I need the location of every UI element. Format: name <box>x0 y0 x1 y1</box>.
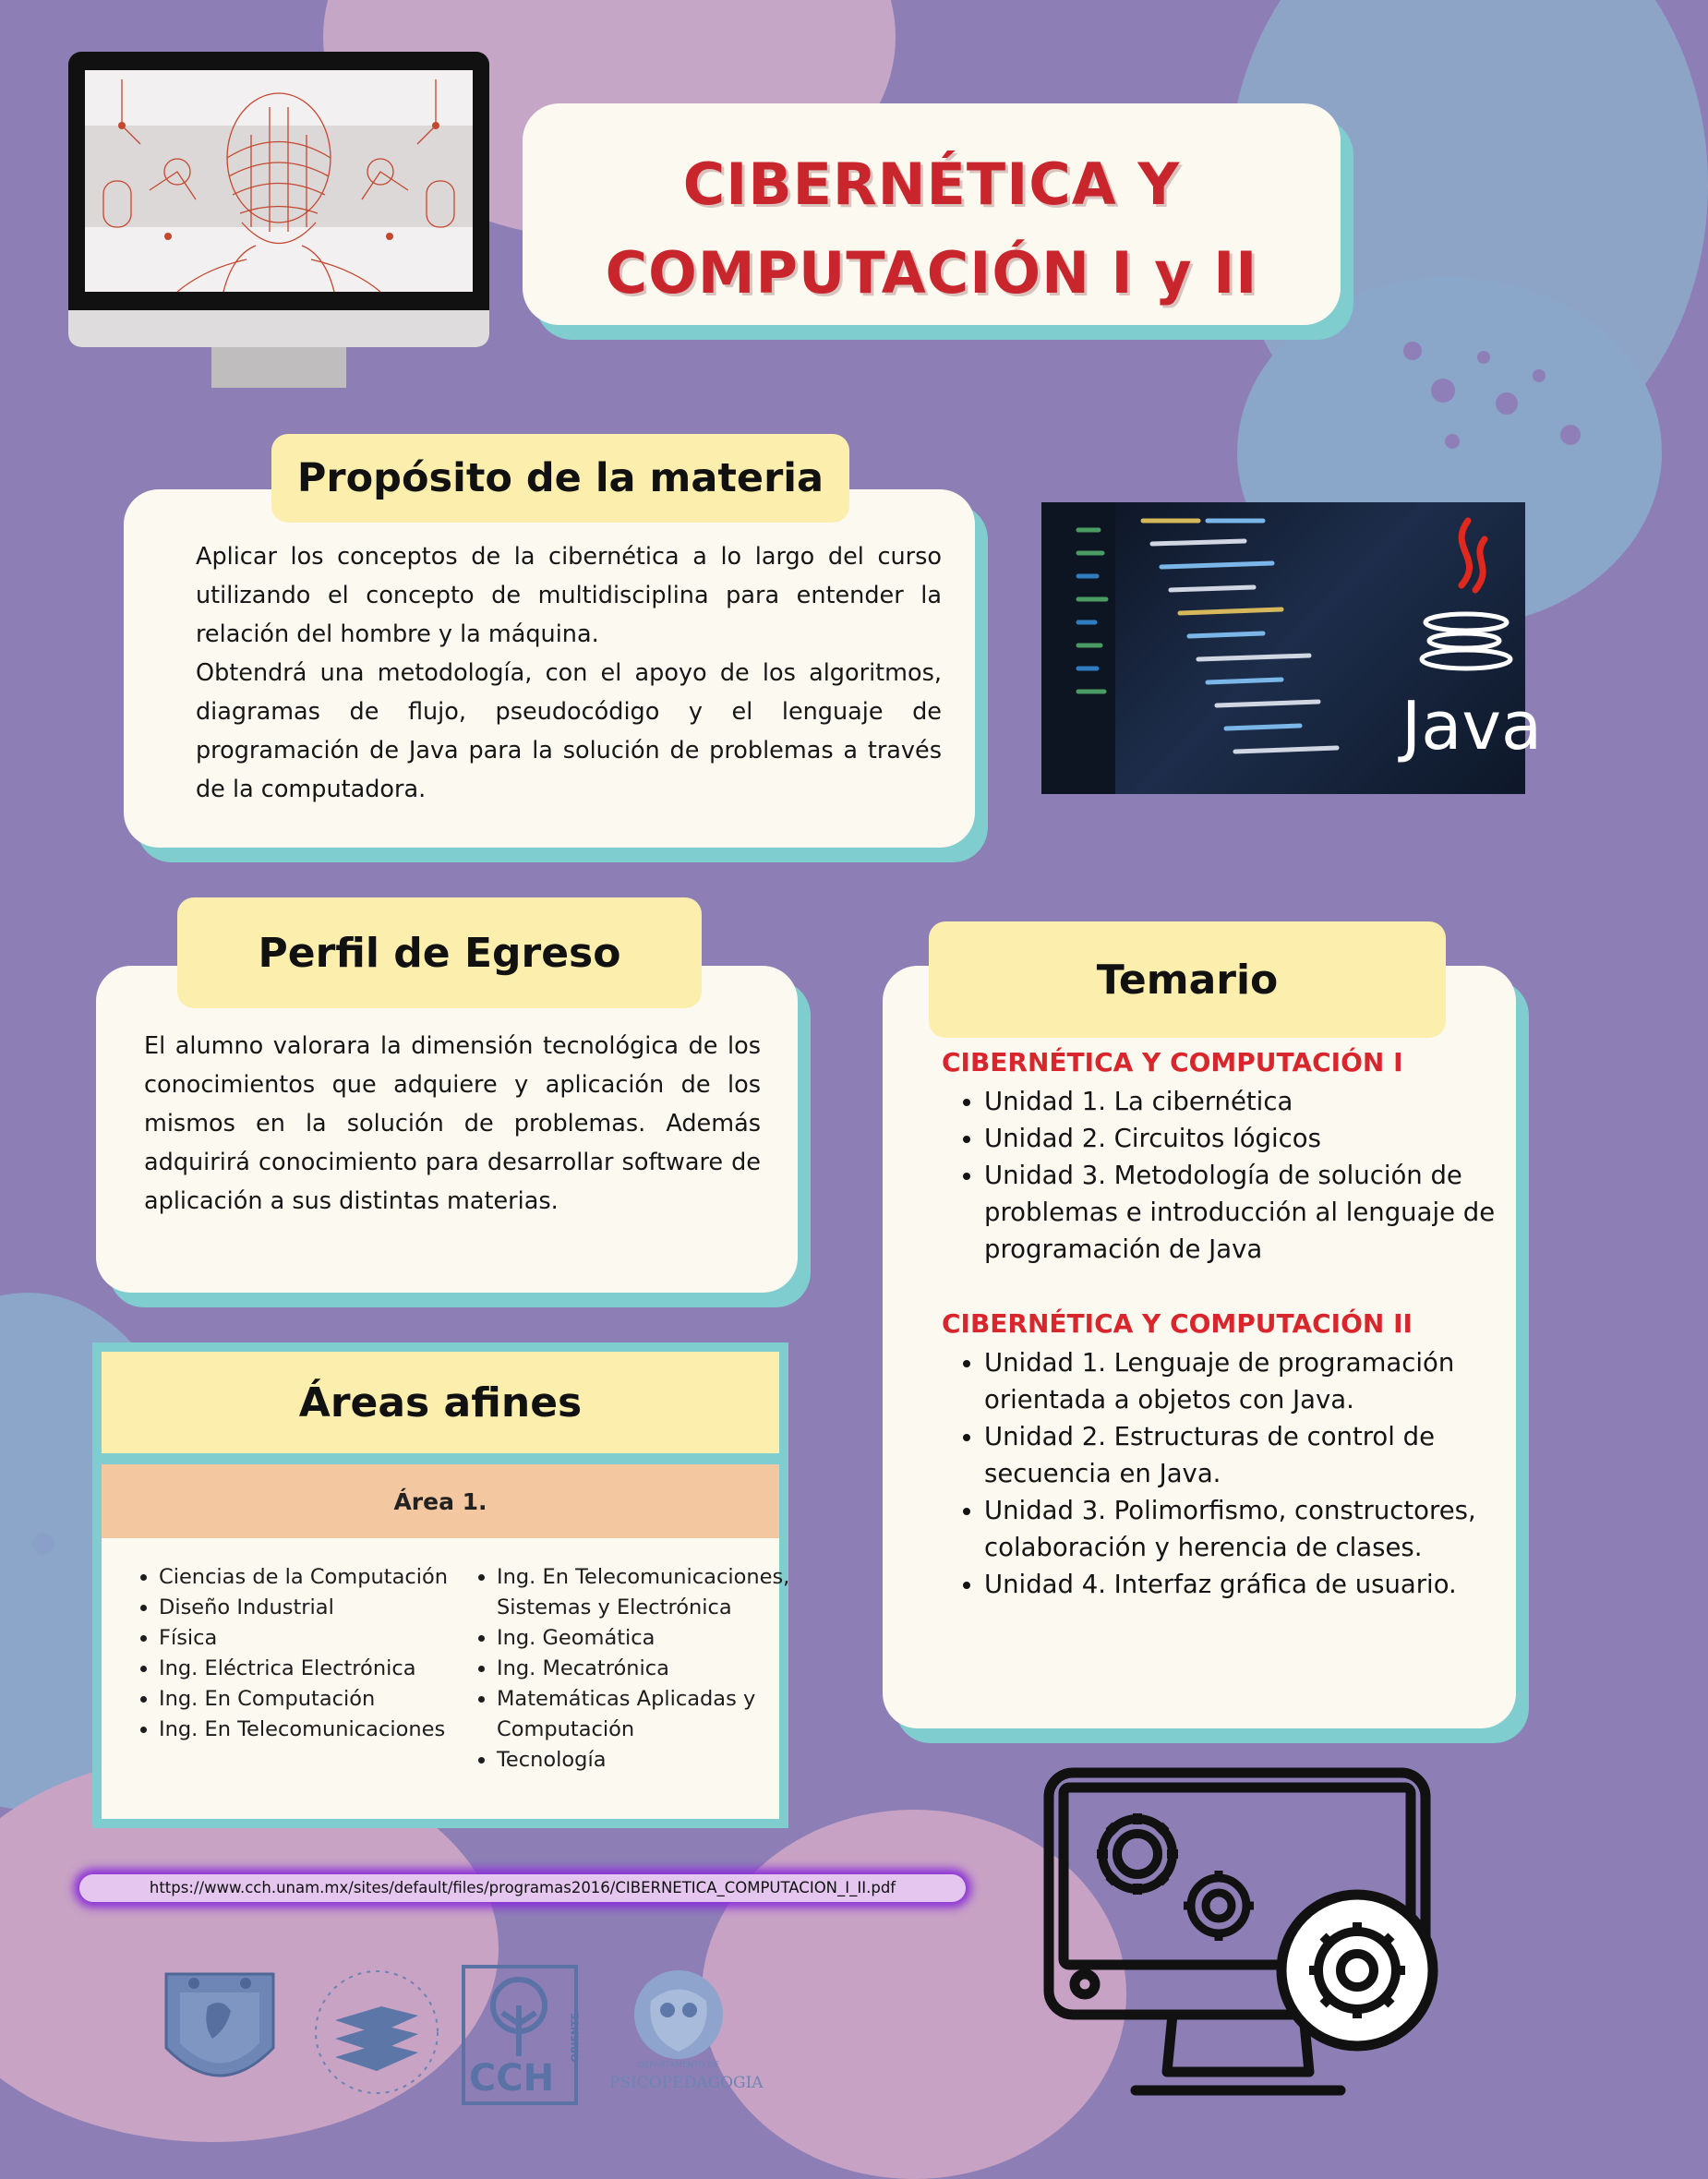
temario-unit: • Unidad 4. Interfaz gráfica de usuario. <box>984 1566 1496 1603</box>
perfil-card <box>96 966 798 1293</box>
title-line-2: COMPUTACIÓN I y II <box>605 239 1258 307</box>
computer-gears-illustration <box>1043 1767 1449 2107</box>
unam-shield-icon <box>157 1965 283 2103</box>
temario-heading: Temario <box>929 921 1446 1038</box>
area-item: • Física <box>159 1623 454 1654</box>
areas-subheading: Área 1. <box>102 1464 779 1538</box>
url-link[interactable]: https://www.cch.unam.mx/sites/default/files/programas2016/CIBERNETICA_COMPUTACION_I_II.pdf <box>79 1874 966 1902</box>
proposito-paragraph-1: Aplicar los conceptos de la cibernética a lo largo del curso utilizando el concepto de multidisciplina para entender la relación del hombre y la máquina. <box>196 543 942 648</box>
colegio-logo <box>312 1965 441 2100</box>
proposito-heading: Propósito de la materia <box>271 434 849 523</box>
area-item: • Ing. Geomática <box>497 1623 792 1654</box>
areas-column-2 <box>473 1562 792 1776</box>
bg-dot <box>32 1533 54 1555</box>
psicopedagogia-logo <box>609 1968 764 2107</box>
temario-content <box>942 1047 1496 1603</box>
areas-list <box>102 1538 790 1819</box>
monitor-illustration <box>68 52 489 393</box>
areas-heading: Áreas afines <box>102 1352 779 1453</box>
proposito-text <box>196 537 942 809</box>
area-item: • Diseño Industrial <box>159 1593 454 1623</box>
cyber-face-image <box>85 70 473 292</box>
colegio-seal-icon <box>312 1965 441 2100</box>
temario-section-1-units <box>942 1083 1496 1268</box>
areas-column-1 <box>135 1562 454 1745</box>
computer-gears-icon <box>1043 1767 1449 2107</box>
java-logo-icon <box>1422 521 1510 668</box>
page-title <box>523 138 1341 319</box>
bg-dot <box>1445 434 1460 449</box>
unam-logo <box>157 1965 283 2103</box>
proposito-paragraph-2: Obtendrá una metodología, con el apoyo de los algoritmos, diagramas de flujo, pseudocódigo y el lenguaje de programación de Java para la solución de problemas a través de la computadora. <box>196 659 942 803</box>
perfil-heading: Perfil de Egreso <box>177 897 702 1008</box>
areas-box <box>92 1342 788 1828</box>
java-logo-text: Java <box>1401 687 1543 764</box>
title-line-1: CIBERNÉTICA Y <box>682 150 1181 218</box>
area-item: • Ing. Eléctrica Electrónica <box>159 1654 454 1684</box>
java-code-image <box>1041 502 1543 794</box>
bg-dot <box>1496 392 1518 415</box>
area-item: • Tecnología <box>497 1745 792 1776</box>
area-item: • Matemáticas Aplicadas y Computación <box>497 1684 792 1745</box>
psico-line1: DEPARTAMENTO DE <box>637 2061 720 2070</box>
temario-unit: • Unidad 2. Estructuras de control de secuencia en Java. <box>984 1418 1496 1492</box>
cyber-face-icon <box>85 70 473 292</box>
temario-section-2 <box>942 1308 1496 1603</box>
bg-dot <box>1533 369 1546 382</box>
cch-text: CCH <box>468 2057 555 2100</box>
temario-section-1-title: CIBERNÉTICA Y COMPUTACIÓN I <box>942 1047 1403 1077</box>
area-item: • Ing. En Computación <box>159 1684 454 1715</box>
temario-section-2-units <box>942 1344 1496 1603</box>
area-item: • Ing. Mecatrónica <box>497 1654 792 1684</box>
bg-dot <box>1403 342 1422 360</box>
cch-logo <box>462 1965 582 2105</box>
proposito-card <box>124 489 975 848</box>
cch-tree-icon <box>465 1968 574 2061</box>
bg-dot <box>1560 425 1581 445</box>
owl-icon <box>609 1968 748 2061</box>
area-item: • Ing. En Telecomunicaciones, Sistemas y Electrónica <box>497 1562 792 1623</box>
area-item: • Ing. En Telecomunicaciones <box>159 1715 454 1745</box>
title-card <box>523 103 1341 325</box>
temario-card <box>883 966 1516 1728</box>
temario-unit: • Unidad 3. Metodología de solución de problemas e introducción al lenguaje de programación de Java <box>984 1157 1496 1268</box>
temario-section-2-title: CIBERNÉTICA Y COMPUTACIÓN II <box>942 1308 1413 1339</box>
bg-dot <box>1477 351 1490 364</box>
area-item: • Ciencias de la Computación <box>159 1562 454 1593</box>
bg-dot <box>1431 379 1455 403</box>
temario-section-1 <box>942 1047 1496 1268</box>
temario-unit: • Unidad 2. Circuitos lógicos <box>984 1120 1496 1157</box>
perfil-text: El alumno valorara la dimensión tecnológica de los conocimientos que adquiere y aplicación de los mismos en la solución de problemas. Además adquirirá conocimiento para desarrollar software de aplicación a sus distintas materias. <box>144 1032 761 1215</box>
temario-unit: • Unidad 1. La cibernética <box>984 1083 1496 1120</box>
temario-unit: • Unidad 1. Lenguaje de programación orientada a objetos con Java. <box>984 1344 1496 1418</box>
psico-line2: PSICOPEDAGOGIA <box>609 2074 764 2092</box>
oriente-text: ORIENTE <box>569 2012 582 2063</box>
temario-unit: • Unidad 3. Polimorfismo, constructores, colaboración y herencia de clases. <box>984 1492 1496 1566</box>
